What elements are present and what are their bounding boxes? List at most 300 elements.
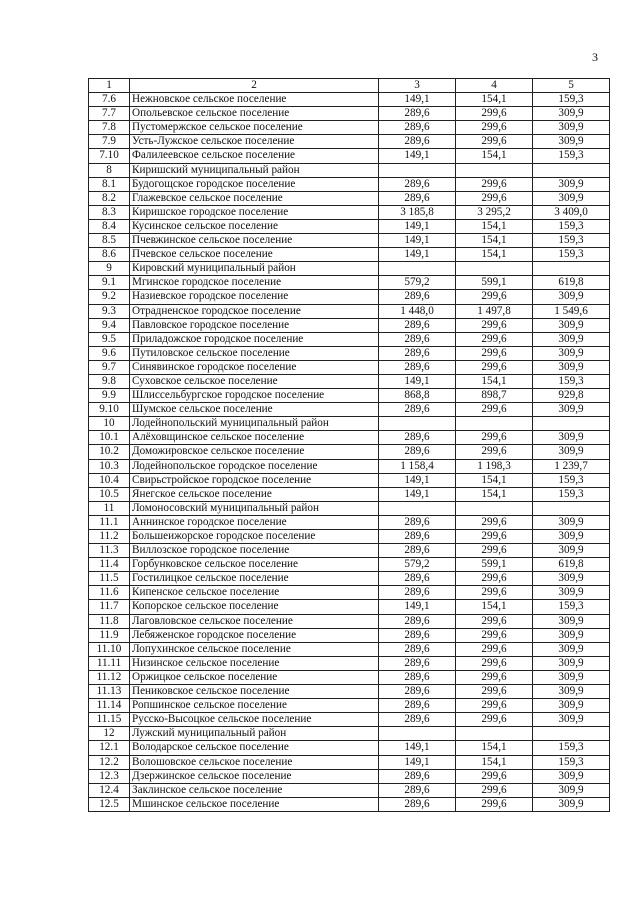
value-col4-cell: 154,1 bbox=[456, 93, 533, 107]
row-number-cell: 8.4 bbox=[89, 219, 130, 233]
value-col4-cell: 154,1 bbox=[456, 487, 533, 501]
value-col4-cell: 154,1 bbox=[456, 219, 533, 233]
value-col4-cell: 299,6 bbox=[456, 797, 533, 811]
settlement-name-cell: Ломоносовский муниципальный район bbox=[130, 501, 379, 515]
value-col4-cell: 1 198,3 bbox=[456, 459, 533, 473]
row-number-cell: 11.13 bbox=[89, 685, 130, 699]
value-col5-cell: 159,3 bbox=[533, 374, 610, 388]
value-col4-cell: 1 497,8 bbox=[456, 304, 533, 318]
value-col4-cell: 154,1 bbox=[456, 755, 533, 769]
value-col4-cell: 299,6 bbox=[456, 290, 533, 304]
row-number-cell: 12.5 bbox=[89, 797, 130, 811]
value-col3-cell: 149,1 bbox=[379, 487, 456, 501]
row-number-cell: 9.2 bbox=[89, 290, 130, 304]
value-col5-cell: 309,9 bbox=[533, 177, 610, 191]
settlement-name-cell: Пчевжинское сельское поселение bbox=[130, 234, 379, 248]
value-col3-cell: 289,6 bbox=[379, 530, 456, 544]
row-number-cell: 10.2 bbox=[89, 445, 130, 459]
settlement-name-cell: Лебяженское городское поселение bbox=[130, 628, 379, 642]
value-col4-cell bbox=[456, 262, 533, 276]
row-number-cell: 11.10 bbox=[89, 642, 130, 656]
settlement-name-cell: Шлиссельбургское городское поселение bbox=[130, 389, 379, 403]
settlement-name-cell: Горбунковское сельское поселение bbox=[130, 558, 379, 572]
settlement-name-cell: Лодейнопольское городское поселение bbox=[130, 459, 379, 473]
settlement-name-cell: Свирьстройское городское поселение bbox=[130, 473, 379, 487]
value-col5-cell bbox=[533, 262, 610, 276]
value-col3-cell: 289,6 bbox=[379, 656, 456, 670]
value-col3-cell: 289,6 bbox=[379, 403, 456, 417]
value-col3-cell bbox=[379, 163, 456, 177]
value-col3-cell: 289,6 bbox=[379, 515, 456, 529]
value-col5-cell: 309,9 bbox=[533, 670, 610, 684]
header-cell-3: 3 bbox=[379, 79, 456, 93]
value-col4-cell: 299,6 bbox=[456, 656, 533, 670]
table-row bbox=[89, 346, 610, 360]
value-col5-cell: 309,9 bbox=[533, 318, 610, 332]
value-col3-cell: 289,6 bbox=[379, 614, 456, 628]
value-col5-cell: 159,3 bbox=[533, 248, 610, 262]
table-row bbox=[89, 685, 610, 699]
table-row bbox=[89, 135, 610, 149]
budget-table bbox=[88, 78, 610, 812]
value-col5-cell: 159,3 bbox=[533, 473, 610, 487]
settlement-name-cell: Заклинское сельское поселение bbox=[130, 783, 379, 797]
value-col3-cell: 1 158,4 bbox=[379, 459, 456, 473]
settlement-name-cell: Пустомержское сельское поселение bbox=[130, 121, 379, 135]
row-number-cell: 11.12 bbox=[89, 670, 130, 684]
table-row bbox=[89, 107, 610, 121]
settlement-name-cell: Киришский муниципальный район bbox=[130, 163, 379, 177]
row-number-cell: 10.5 bbox=[89, 487, 130, 501]
value-col5-cell: 309,9 bbox=[533, 685, 610, 699]
settlement-name-cell: Кипенское сельское поселение bbox=[130, 586, 379, 600]
table-row bbox=[89, 642, 610, 656]
table-row bbox=[89, 234, 610, 248]
row-number-cell: 9.3 bbox=[89, 304, 130, 318]
table-row bbox=[89, 699, 610, 713]
value-col4-cell: 299,6 bbox=[456, 783, 533, 797]
value-col3-cell: 289,6 bbox=[379, 769, 456, 783]
table-row bbox=[89, 797, 610, 811]
table-row bbox=[89, 572, 610, 586]
table-row bbox=[89, 360, 610, 374]
table-row bbox=[89, 586, 610, 600]
value-col4-cell: 299,6 bbox=[456, 544, 533, 558]
value-col5-cell: 309,9 bbox=[533, 135, 610, 149]
row-number-cell: 9.9 bbox=[89, 389, 130, 403]
row-number-cell: 8.1 bbox=[89, 177, 130, 191]
value-col5-cell: 159,3 bbox=[533, 600, 610, 614]
value-col5-cell: 1 549,6 bbox=[533, 304, 610, 318]
value-col5-cell: 309,9 bbox=[533, 107, 610, 121]
row-number-cell: 9.6 bbox=[89, 346, 130, 360]
value-col5-cell: 309,9 bbox=[533, 515, 610, 529]
value-col4-cell: 299,6 bbox=[456, 699, 533, 713]
value-col5-cell: 309,9 bbox=[533, 445, 610, 459]
value-col4-cell: 299,6 bbox=[456, 431, 533, 445]
value-col5-cell: 309,9 bbox=[533, 121, 610, 135]
settlement-name-cell: Будогощское городское поселение bbox=[130, 177, 379, 191]
settlement-name-cell: Глажевское сельское поселение bbox=[130, 191, 379, 205]
row-number-cell: 9.5 bbox=[89, 332, 130, 346]
settlement-name-cell: Пениковское сельское поселение bbox=[130, 685, 379, 699]
row-number-cell: 9 bbox=[89, 262, 130, 276]
value-col3-cell: 289,6 bbox=[379, 713, 456, 727]
table-row bbox=[89, 530, 610, 544]
row-number-cell: 9.10 bbox=[89, 403, 130, 417]
value-col4-cell: 599,1 bbox=[456, 558, 533, 572]
value-col3-cell: 868,8 bbox=[379, 389, 456, 403]
settlement-name-cell: Приладожское городское поселение bbox=[130, 332, 379, 346]
value-col3-cell: 149,1 bbox=[379, 248, 456, 262]
row-number-cell: 11.2 bbox=[89, 530, 130, 544]
value-col5-cell: 1 239,7 bbox=[533, 459, 610, 473]
value-col5-cell: 159,3 bbox=[533, 755, 610, 769]
table-row bbox=[89, 783, 610, 797]
value-col3-cell: 289,6 bbox=[379, 360, 456, 374]
settlement-name-cell: Аннинское городское поселение bbox=[130, 515, 379, 529]
value-col5-cell: 3 409,0 bbox=[533, 205, 610, 219]
value-col3-cell bbox=[379, 727, 456, 741]
row-number-cell: 7.10 bbox=[89, 149, 130, 163]
settlement-name-cell: Низинское сельское поселение bbox=[130, 656, 379, 670]
table-row bbox=[89, 656, 610, 670]
value-col5-cell: 309,9 bbox=[533, 769, 610, 783]
row-number-cell: 12.3 bbox=[89, 769, 130, 783]
row-number-cell: 12.1 bbox=[89, 741, 130, 755]
row-number-cell: 12 bbox=[89, 727, 130, 741]
value-col4-cell: 299,6 bbox=[456, 445, 533, 459]
value-col4-cell: 299,6 bbox=[456, 586, 533, 600]
settlement-name-cell: Доможировское сельское поселение bbox=[130, 445, 379, 459]
value-col3-cell bbox=[379, 262, 456, 276]
settlement-name-cell: Шумское сельское поселение bbox=[130, 403, 379, 417]
table-row bbox=[89, 93, 610, 107]
value-col4-cell: 154,1 bbox=[456, 234, 533, 248]
value-col5-cell: 309,9 bbox=[533, 642, 610, 656]
value-col5-cell: 309,9 bbox=[533, 586, 610, 600]
settlement-name-cell: Киришское городское поселение bbox=[130, 205, 379, 219]
settlement-name-cell: Пчевское сельское поселение bbox=[130, 248, 379, 262]
value-col5-cell: 309,9 bbox=[533, 614, 610, 628]
row-number-cell: 11.3 bbox=[89, 544, 130, 558]
value-col4-cell: 154,1 bbox=[456, 374, 533, 388]
settlement-name-cell: Синявинское городское поселение bbox=[130, 360, 379, 374]
value-col5-cell: 159,3 bbox=[533, 93, 610, 107]
row-number-cell: 8.5 bbox=[89, 234, 130, 248]
settlement-name-cell: Кусинское сельское поселение bbox=[130, 219, 379, 233]
table-row bbox=[89, 445, 610, 459]
page-number: 3 bbox=[592, 50, 598, 64]
value-col3-cell: 149,1 bbox=[379, 93, 456, 107]
settlement-name-cell: Усть-Лужское сельское поселение bbox=[130, 135, 379, 149]
table-header-row bbox=[89, 79, 610, 93]
table-row bbox=[89, 755, 610, 769]
value-col4-cell: 599,1 bbox=[456, 276, 533, 290]
table-row bbox=[89, 473, 610, 487]
row-number-cell: 9.1 bbox=[89, 276, 130, 290]
value-col5-cell: 929,8 bbox=[533, 389, 610, 403]
value-col3-cell bbox=[379, 417, 456, 431]
value-col5-cell: 309,9 bbox=[533, 191, 610, 205]
value-col5-cell: 309,9 bbox=[533, 628, 610, 642]
value-col4-cell: 154,1 bbox=[456, 741, 533, 755]
value-col3-cell: 289,6 bbox=[379, 685, 456, 699]
settlement-name-cell: Большеижорское городское поселение bbox=[130, 530, 379, 544]
value-col4-cell bbox=[456, 501, 533, 515]
value-col5-cell: 159,3 bbox=[533, 741, 610, 755]
table-row bbox=[89, 276, 610, 290]
value-col4-cell: 299,6 bbox=[456, 614, 533, 628]
table-row bbox=[89, 670, 610, 684]
settlement-name-cell: Назиевское городское поселение bbox=[130, 290, 379, 304]
table-row bbox=[89, 121, 610, 135]
value-col3-cell: 289,6 bbox=[379, 699, 456, 713]
settlement-name-cell: Ропшинское сельское поселение bbox=[130, 699, 379, 713]
value-col3-cell: 289,6 bbox=[379, 628, 456, 642]
value-col5-cell: 619,8 bbox=[533, 276, 610, 290]
table-row bbox=[89, 628, 610, 642]
row-number-cell: 7.9 bbox=[89, 135, 130, 149]
table-row bbox=[89, 769, 610, 783]
value-col4-cell: 299,6 bbox=[456, 318, 533, 332]
settlement-name-cell: Копорское сельское поселение bbox=[130, 600, 379, 614]
table-row bbox=[89, 248, 610, 262]
settlement-name-cell: Фалилеевское сельское поселение bbox=[130, 149, 379, 163]
value-col4-cell: 299,6 bbox=[456, 685, 533, 699]
value-col5-cell: 159,3 bbox=[533, 149, 610, 163]
table-row bbox=[89, 389, 610, 403]
value-col4-cell: 299,6 bbox=[456, 191, 533, 205]
header-cell-1: 1 bbox=[89, 79, 130, 93]
value-col4-cell: 299,6 bbox=[456, 107, 533, 121]
value-col5-cell: 309,9 bbox=[533, 530, 610, 544]
row-number-cell: 11.4 bbox=[89, 558, 130, 572]
header-cell-4: 4 bbox=[456, 79, 533, 93]
table-row bbox=[89, 149, 610, 163]
row-number-cell: 7.8 bbox=[89, 121, 130, 135]
value-col4-cell: 299,6 bbox=[456, 769, 533, 783]
table-row bbox=[89, 727, 610, 741]
value-col4-cell: 299,6 bbox=[456, 332, 533, 346]
table-row bbox=[89, 332, 610, 346]
table-row bbox=[89, 374, 610, 388]
value-col4-cell: 154,1 bbox=[456, 149, 533, 163]
row-number-cell: 11.6 bbox=[89, 586, 130, 600]
table-row bbox=[89, 318, 610, 332]
table-row bbox=[89, 191, 610, 205]
row-number-cell: 10.1 bbox=[89, 431, 130, 445]
value-col5-cell: 309,9 bbox=[533, 360, 610, 374]
value-col4-cell: 299,6 bbox=[456, 135, 533, 149]
settlement-name-cell: Отрадненское городское поселение bbox=[130, 304, 379, 318]
value-col5-cell: 309,9 bbox=[533, 713, 610, 727]
settlement-name-cell: Волошовское сельское поселение bbox=[130, 755, 379, 769]
value-col4-cell: 3 295,2 bbox=[456, 205, 533, 219]
value-col5-cell bbox=[533, 727, 610, 741]
value-col4-cell: 299,6 bbox=[456, 670, 533, 684]
row-number-cell: 11.11 bbox=[89, 656, 130, 670]
value-col3-cell: 289,6 bbox=[379, 332, 456, 346]
value-col5-cell: 309,9 bbox=[533, 290, 610, 304]
value-col4-cell: 154,1 bbox=[456, 600, 533, 614]
value-col3-cell: 289,6 bbox=[379, 121, 456, 135]
row-number-cell: 11.5 bbox=[89, 572, 130, 586]
value-col4-cell: 299,6 bbox=[456, 360, 533, 374]
value-col3-cell: 149,1 bbox=[379, 234, 456, 248]
value-col3-cell: 289,6 bbox=[379, 346, 456, 360]
settlement-name-cell: Дзержинское сельское поселение bbox=[130, 769, 379, 783]
value-col5-cell bbox=[533, 163, 610, 177]
table-row bbox=[89, 459, 610, 473]
value-col5-cell: 309,9 bbox=[533, 572, 610, 586]
row-number-cell: 8 bbox=[89, 163, 130, 177]
settlement-name-cell: Оржицкое сельское поселение bbox=[130, 670, 379, 684]
value-col3-cell: 289,6 bbox=[379, 572, 456, 586]
row-number-cell: 11.8 bbox=[89, 614, 130, 628]
value-col3-cell: 149,1 bbox=[379, 755, 456, 769]
value-col5-cell: 309,9 bbox=[533, 332, 610, 346]
header-cell-5: 5 bbox=[533, 79, 610, 93]
settlement-name-cell: Гостилицкое сельское поселение bbox=[130, 572, 379, 586]
settlement-name-cell: Виллозское городское поселение bbox=[130, 544, 379, 558]
value-col3-cell: 289,6 bbox=[379, 445, 456, 459]
settlement-name-cell: Володарское сельское поселение bbox=[130, 741, 379, 755]
value-col3-cell: 149,1 bbox=[379, 149, 456, 163]
value-col4-cell: 299,6 bbox=[456, 572, 533, 586]
value-col3-cell: 149,1 bbox=[379, 219, 456, 233]
table-row bbox=[89, 403, 610, 417]
value-col5-cell: 309,9 bbox=[533, 783, 610, 797]
value-col5-cell bbox=[533, 501, 610, 515]
settlement-name-cell: Алёховщинское сельское поселение bbox=[130, 431, 379, 445]
settlement-name-cell: Мшинское сельское поселение bbox=[130, 797, 379, 811]
row-number-cell: 11.9 bbox=[89, 628, 130, 642]
settlement-name-cell: Путиловское сельское поселение bbox=[130, 346, 379, 360]
table-row bbox=[89, 262, 610, 276]
value-col3-cell: 579,2 bbox=[379, 276, 456, 290]
row-number-cell: 11.1 bbox=[89, 515, 130, 529]
value-col5-cell: 159,3 bbox=[533, 219, 610, 233]
settlement-name-cell: Лаговловское сельское поселение bbox=[130, 614, 379, 628]
row-number-cell: 9.8 bbox=[89, 374, 130, 388]
row-number-cell: 10.4 bbox=[89, 473, 130, 487]
value-col4-cell: 299,6 bbox=[456, 403, 533, 417]
value-col4-cell bbox=[456, 727, 533, 741]
settlement-name-cell: Русско-Высоцкое сельское поселение bbox=[130, 713, 379, 727]
table-row bbox=[89, 713, 610, 727]
value-col4-cell: 299,6 bbox=[456, 530, 533, 544]
table-row bbox=[89, 558, 610, 572]
row-number-cell: 11.15 bbox=[89, 713, 130, 727]
settlement-name-cell: Павловское городское поселение bbox=[130, 318, 379, 332]
value-col4-cell bbox=[456, 417, 533, 431]
value-col3-cell: 149,1 bbox=[379, 473, 456, 487]
value-col3-cell: 1 448,0 bbox=[379, 304, 456, 318]
header-cell-2: 2 bbox=[130, 79, 379, 93]
row-number-cell: 7.6 bbox=[89, 93, 130, 107]
table-row bbox=[89, 205, 610, 219]
row-number-cell: 8.2 bbox=[89, 191, 130, 205]
row-number-cell: 10.3 bbox=[89, 459, 130, 473]
value-col3-cell: 289,6 bbox=[379, 544, 456, 558]
settlement-name-cell: Янегское сельское поселение bbox=[130, 487, 379, 501]
value-col3-cell bbox=[379, 501, 456, 515]
value-col5-cell: 309,9 bbox=[533, 431, 610, 445]
settlement-name-cell: Мгинское городское поселение bbox=[130, 276, 379, 290]
value-col5-cell bbox=[533, 417, 610, 431]
value-col3-cell: 289,6 bbox=[379, 290, 456, 304]
table-row bbox=[89, 290, 610, 304]
settlement-name-cell: Лодейнопольский муниципальный район bbox=[130, 417, 379, 431]
value-col3-cell: 289,6 bbox=[379, 783, 456, 797]
settlement-name-cell: Лужский муниципальный район bbox=[130, 727, 379, 741]
value-col4-cell: 299,6 bbox=[456, 713, 533, 727]
value-col5-cell: 309,9 bbox=[533, 403, 610, 417]
value-col5-cell: 159,3 bbox=[533, 234, 610, 248]
value-col5-cell: 309,9 bbox=[533, 544, 610, 558]
table-row bbox=[89, 219, 610, 233]
settlement-name-cell: Суховское сельское поселение bbox=[130, 374, 379, 388]
value-col4-cell: 299,6 bbox=[456, 177, 533, 191]
row-number-cell: 8.6 bbox=[89, 248, 130, 262]
table-row bbox=[89, 515, 610, 529]
table-body bbox=[89, 79, 610, 812]
value-col3-cell: 289,6 bbox=[379, 177, 456, 191]
table-row bbox=[89, 163, 610, 177]
row-number-cell: 11 bbox=[89, 501, 130, 515]
value-col3-cell: 289,6 bbox=[379, 642, 456, 656]
row-number-cell: 7.7 bbox=[89, 107, 130, 121]
value-col5-cell: 309,9 bbox=[533, 797, 610, 811]
row-number-cell: 11.7 bbox=[89, 600, 130, 614]
row-number-cell: 10 bbox=[89, 417, 130, 431]
settlement-name-cell: Нежновское сельское поселение bbox=[130, 93, 379, 107]
value-col3-cell: 289,6 bbox=[379, 586, 456, 600]
settlement-name-cell: Лопухинское сельское поселение bbox=[130, 642, 379, 656]
value-col3-cell: 579,2 bbox=[379, 558, 456, 572]
value-col3-cell: 289,6 bbox=[379, 191, 456, 205]
settlement-name-cell: Опольевское сельское поселение bbox=[130, 107, 379, 121]
value-col3-cell: 149,1 bbox=[379, 741, 456, 755]
row-number-cell: 11.14 bbox=[89, 699, 130, 713]
row-number-cell: 8.3 bbox=[89, 205, 130, 219]
row-number-cell: 12.4 bbox=[89, 783, 130, 797]
value-col4-cell: 299,6 bbox=[456, 628, 533, 642]
value-col5-cell: 309,9 bbox=[533, 699, 610, 713]
value-col5-cell: 309,9 bbox=[533, 656, 610, 670]
row-number-cell: 9.7 bbox=[89, 360, 130, 374]
table-row bbox=[89, 431, 610, 445]
value-col4-cell bbox=[456, 163, 533, 177]
value-col3-cell: 289,6 bbox=[379, 431, 456, 445]
value-col4-cell: 299,6 bbox=[456, 346, 533, 360]
table-row bbox=[89, 417, 610, 431]
value-col3-cell: 289,6 bbox=[379, 107, 456, 121]
table-row bbox=[89, 177, 610, 191]
value-col3-cell: 289,6 bbox=[379, 318, 456, 332]
value-col5-cell: 159,3 bbox=[533, 487, 610, 501]
value-col4-cell: 898,7 bbox=[456, 389, 533, 403]
settlement-name-cell: Кировский муниципальный район bbox=[130, 262, 379, 276]
table-row bbox=[89, 487, 610, 501]
value-col3-cell: 289,6 bbox=[379, 135, 456, 149]
value-col3-cell: 3 185,8 bbox=[379, 205, 456, 219]
value-col4-cell: 299,6 bbox=[456, 515, 533, 529]
value-col4-cell: 299,6 bbox=[456, 642, 533, 656]
value-col4-cell: 154,1 bbox=[456, 473, 533, 487]
table-row bbox=[89, 600, 610, 614]
